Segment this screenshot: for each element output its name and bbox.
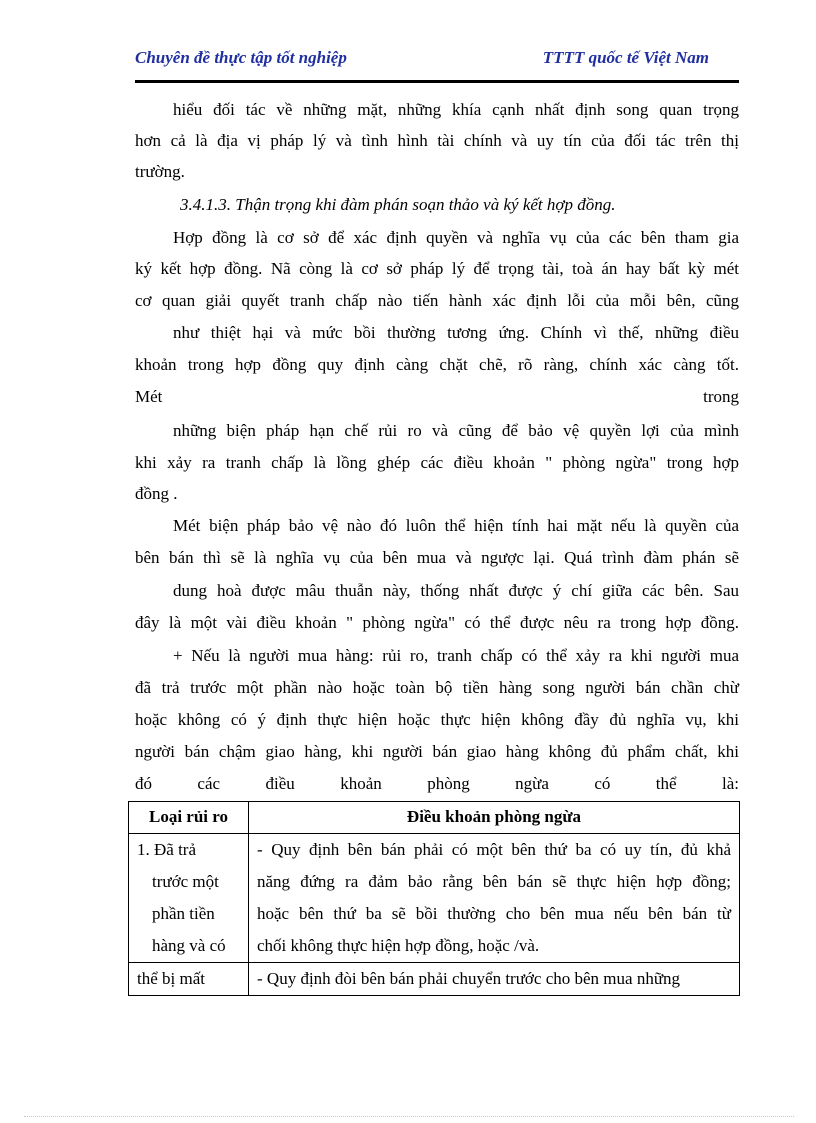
table-row [129,963,740,996]
clause-line: hoặc bên thứ ba sẽ bồi thường cho bên mua nếu bên bán từ [257,904,731,923]
body-line: hoặc không có ý định thực hiện hoặc thực hiện không đầy đủ nghĩa vụ, khi [135,710,739,729]
body-line: + Nếu là người mua hàng: rủi ro, tranh chấp có thể xảy ra khi người mua [173,646,739,665]
risk-line: hàng và có [152,936,226,955]
body-line: đó các điều khoản phòng ngừa có thể là: [135,774,739,793]
clause-cell [249,963,740,996]
risk-line: thể bị mất [137,969,205,988]
page-header [135,48,739,72]
risk-cell [129,834,249,963]
clause-cell [249,834,740,963]
clause-line: - Quy định bên bán phải có một bên thứ ba có uy tín, đủ khả [257,840,731,859]
body-line: hiểu đối tác về những mặt, những khía cạnh nhất định song quan trọng [173,100,739,119]
body-line: trường. [135,162,185,181]
header-right-title: TTTT quốc tế Việt Nam [542,48,709,67]
body-line: Mét trong [135,387,739,406]
column-header-clause: Điều khoản phòng ngừa [249,802,740,834]
header-rule [135,80,739,83]
table-header-row [129,802,740,834]
section-subheading: 3.4.1.3. Thận trọng khi đàm phán soạn thảo và ký kết hợp đồng. [180,195,616,214]
table-row [129,834,740,963]
body-line: dung hoà được mâu thuẫn này, thống nhất được ý chí giữa các bên. Sau [173,581,739,600]
body-line: Mét biện pháp bảo vệ nào đó luôn thể hiện tính hai mặt nếu là quyền của [173,516,739,535]
clause-line: năng đứng ra đảm bảo rằng bên bán sẽ thực hiện hợp đồng; [257,872,731,891]
column-header-risk: Loại rủi ro [129,802,249,834]
body-line: như thiệt hại và mức bồi thường tương ứng. Chính vì thế, những điều [173,323,739,342]
body-line: hơn cả là địa vị pháp lý và tình hình tài chính và uy tín của đối tác trên thị [135,131,739,150]
body-line: cơ quan giải quyết tranh chấp nào tiến hành xác định lỗi của mỗi bên, cũng [135,291,739,310]
body-line: người bán chậm giao hàng, khi người bán giao hàng không đủ phẩm chất, khi [135,742,739,761]
risk-clause-table [128,801,740,996]
clause-line: chối không thực hiện hợp đồng, hoặc /và. [257,936,540,955]
header-left-title: Chuyên đề thực tập tốt nghiệp [135,48,347,67]
body-line: đây là một vài điều khoản " phòng ngừa" có thể được nêu ra trong hợp đồng. [135,613,739,632]
risk-line: 1. Đã trả [137,840,197,859]
page-bottom-divider [24,1116,794,1117]
body-line: đã trả trước một phần nào hoặc toàn bộ tiền hàng song người bán chần chừ [135,678,739,697]
risk-line: trước một [152,872,219,891]
clause-line: - Quy định đòi bên bán phải chuyển trước cho bên mua những [257,969,681,988]
body-line: bên bán thì sẽ là nghĩa vụ của bên mua và ngược lại. Quá trình đàm phán sẽ [135,548,739,567]
body-line: Hợp đồng là cơ sở để xác định quyền và nghĩa vụ của các bên tham gia [173,228,739,247]
body-line: đồng . [135,484,178,503]
body-line: khoản trong hợp đồng quy định càng chặt chẽ, rõ ràng, chính xác càng tốt. [135,355,739,374]
body-line: ký kết hợp đồng. Nã còng là cơ sở pháp lý để trọng tài, toà án hay bất kỳ mét [135,259,739,278]
risk-line: phần tiền [152,904,215,923]
risk-cell [129,963,249,996]
body-line: những biện pháp hạn chế rủi ro và cũng để bảo vệ quyền lợi của mình [173,421,739,440]
body-line: khi xảy ra tranh chấp là lồng ghép các điều khoản " phòng ngừa" trong hợp [135,453,739,472]
